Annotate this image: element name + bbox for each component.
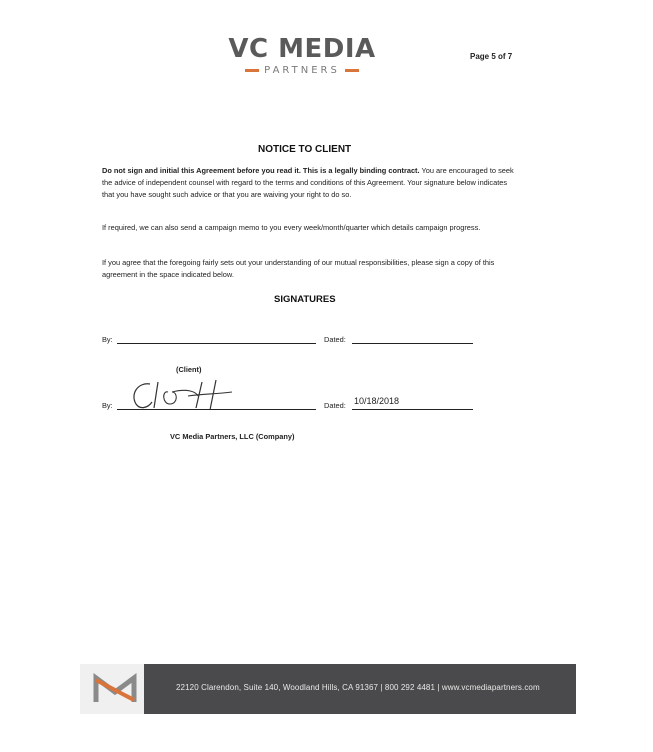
notice-paragraph-1-rest: You are encouraged to seek the advice of independent counsel with regard to the terms and conditions of this Agreement. Your signature below indicates that you have sought such advice or that you are waiving your right to do so. (102, 166, 514, 199)
company-logo (222, 34, 382, 76)
notice-paragraph-1 (102, 165, 514, 201)
logo-dash-right (345, 69, 359, 72)
signatures-title: SIGNATURES (274, 294, 336, 305)
client-date-line[interactable] (352, 343, 473, 344)
logo-dash-left (245, 69, 259, 72)
handwritten-signature (128, 378, 238, 412)
company-date-value: 10/18/2018 (354, 396, 400, 406)
client-label: (Client) (176, 365, 202, 374)
notice-paragraph-1-bold: Do not sign and initial this Agreement before you read it. This is a legally binding contract. (102, 166, 420, 175)
company-date-line[interactable] (352, 409, 473, 410)
logo-subtext: PARTNERS (264, 65, 340, 76)
logo-wordmark: VC MEDIA (228, 34, 376, 64)
footer-contact-text: 22120 Clarendon, Suite 140, Woodland Hills, CA 91367 | 800 292 4481 | www.vcmediapartners.com (176, 683, 540, 692)
page-number: Page 5 of 7 (470, 52, 513, 61)
dated-label-company: Dated: (324, 401, 346, 410)
company-label: VC Media Partners, LLC (Company) (170, 432, 295, 441)
vc-media-icon (92, 672, 138, 706)
notice-paragraph-3: If you agree that the foregoing fairly sets out your understanding of our mutual responsibilities, please sign a copy of this agreement in the space indicated below. (102, 258, 495, 279)
notice-title: NOTICE TO CLIENT (258, 144, 352, 155)
by-label-client: By: (102, 335, 113, 344)
dated-label-client: Dated: (324, 335, 346, 344)
by-label-company: By: (102, 401, 113, 410)
notice-paragraph-2: If required, we can also send a campaign memo to you every week/month/quarter which details campaign progress. (102, 223, 481, 232)
client-signature-line[interactable] (117, 343, 316, 344)
logo-subline (222, 65, 382, 76)
footer-band (80, 664, 576, 714)
company-signature-line[interactable] (117, 409, 316, 410)
